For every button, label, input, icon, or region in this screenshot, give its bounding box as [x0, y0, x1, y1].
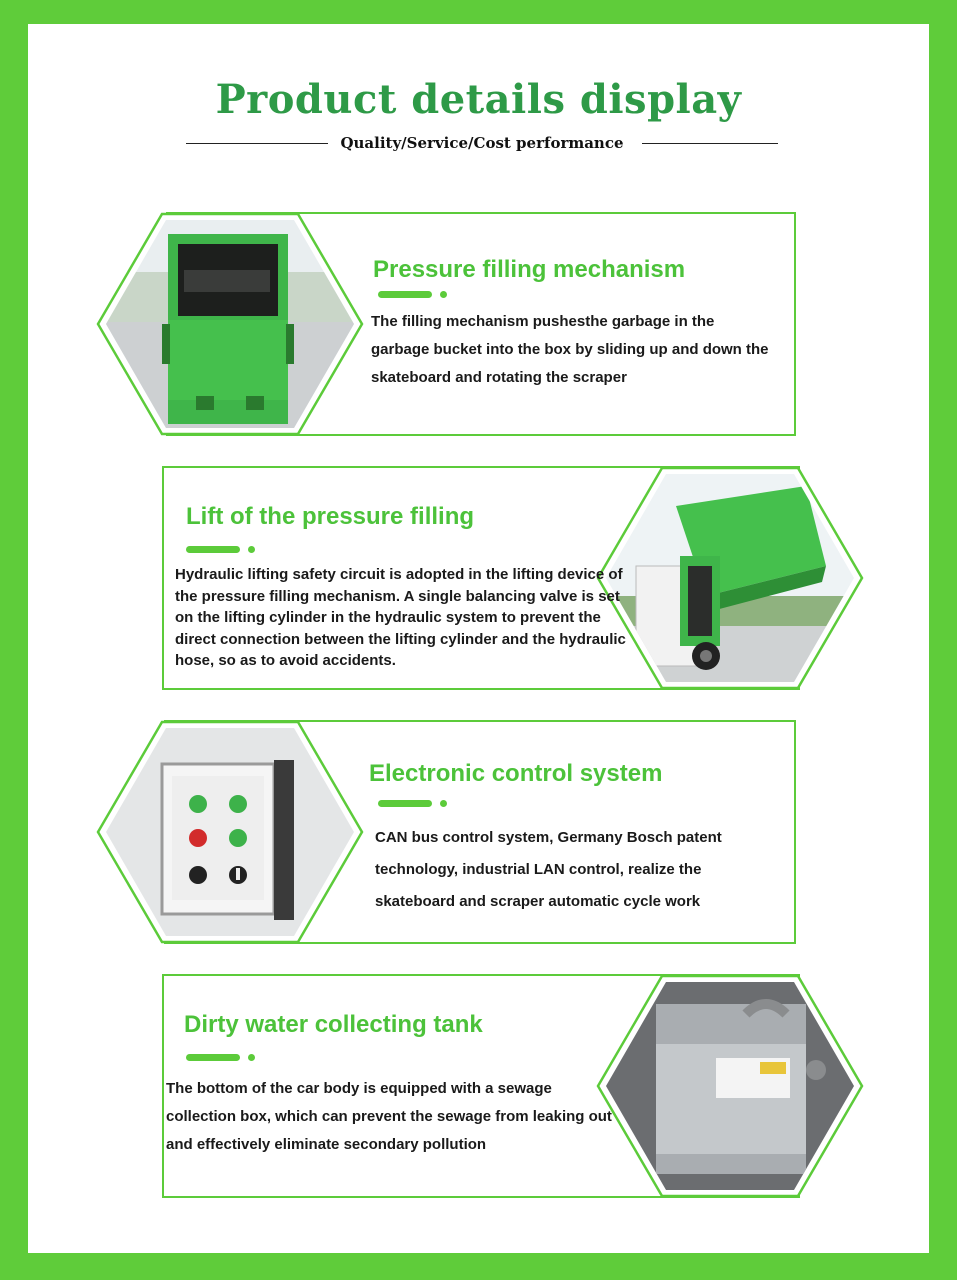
feature-title: Electronic control system	[369, 760, 663, 787]
lift-image	[596, 466, 864, 690]
feature-title: Dirty water collecting tank	[184, 1011, 483, 1038]
accent-dot	[440, 800, 447, 807]
feature-text: The bottom of the car body is equipped with a sewage collection box, which can prevent the sewage from leaking out and effectively eliminate secondary pollution	[166, 1080, 612, 1153]
feature-text: Hydraulic lifting safety circuit is adopted in the lifting device of the pressure filling mechanism. A single balancing valve is set on the lifting cylinder in the hydraulic system to prevent the direct connection between the lifting cylinder and the hydraulic hose, so as to avoid accidents.	[175, 566, 626, 669]
accent-pill	[378, 291, 432, 298]
control-panel-image	[96, 720, 364, 944]
accent-pill	[186, 1054, 240, 1061]
feature-title: Pressure filling mechanism	[373, 256, 686, 283]
page-title: Product details display	[215, 76, 742, 123]
pressure-filling-image	[96, 212, 364, 436]
subtitle-row	[186, 132, 778, 154]
accent-pill	[186, 546, 240, 553]
feature-title: Lift of the pressure filling	[186, 503, 475, 530]
page-subtitle: Quality/Service/Cost performance	[340, 134, 624, 152]
feature-text: CAN bus control system, Germany Bosch patent technology, industrial LAN control, realize the skateboard and scraper automatic cycle work	[375, 829, 722, 910]
divider-right	[642, 143, 778, 144]
accent-pill	[378, 800, 432, 807]
accent-dot	[440, 291, 447, 298]
sewage-tank-image	[596, 974, 864, 1198]
feature-text: The filling mechanism pushesthe garbage in the garbage bucket into the box by sliding up and down the skateboard and rotating the scraper	[371, 313, 769, 386]
accent-dot	[248, 1054, 255, 1061]
accent-dot	[248, 546, 255, 553]
